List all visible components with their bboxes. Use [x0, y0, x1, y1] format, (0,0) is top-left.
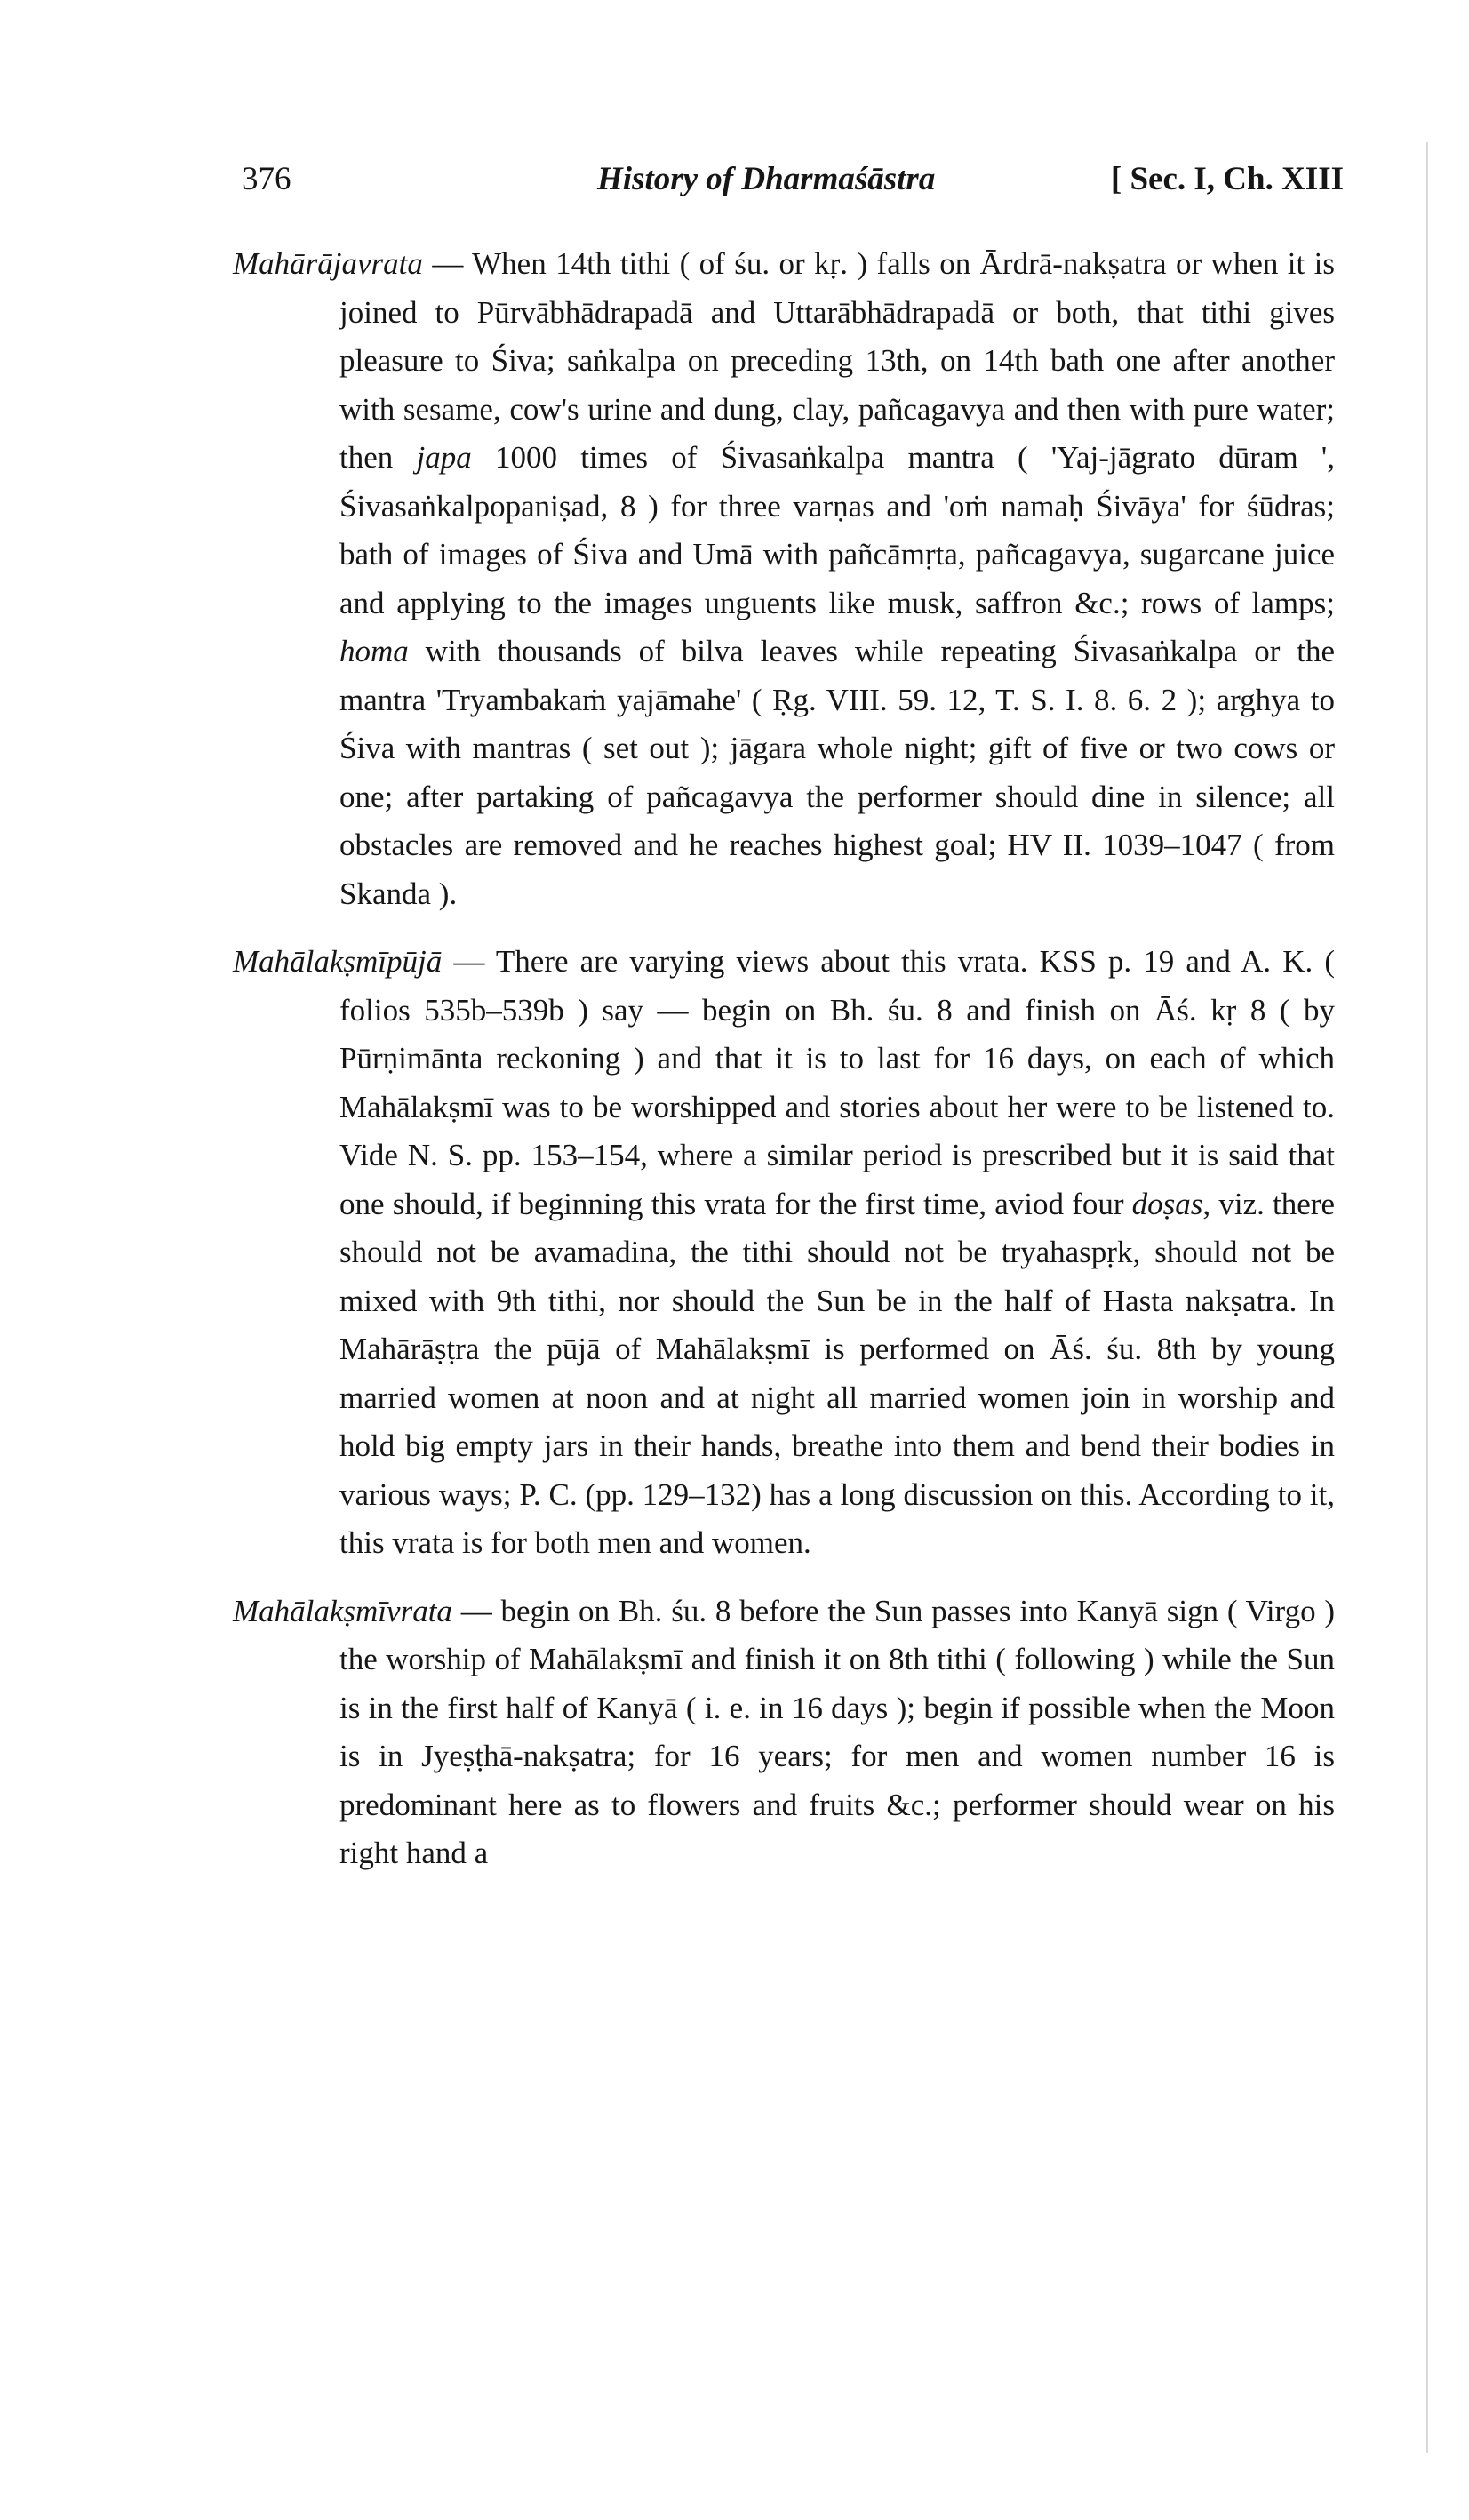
entry-text: , viz. there should not be avamadina, the tithi should not be tryahaspṛk, should not be mixed with 9th tithi, nor should the Sun be in the half of Hasta nakṣatra. In Mahārāṣṭra the pūjā of Mahālakṣmī is performed on Āś. śu. 8th by young married women at noon and at night all married women join in worship and hold big empty jars in their hands, breathe into them and bend their bodies in various ways; P. C. (pp. 129–132) has a long discussion on this. According to it, this vrata is for both men and women. [339, 1186, 1335, 1560]
page-edge-rule [1426, 142, 1428, 2453]
entry-maharajavrata [233, 240, 1335, 918]
entry-text: — When 14th tithi ( of śu. or kṛ. ) falls on Ārdrā-nakṣatra or when it is joined to Pūrvābhādrapadā and Uttarābhādrapadā or both, that tithi gives pleasure to Śiva; saṅkalpa on preceding 13th, on 14th bath one after another with sesame, cow's urine and dung, clay, pañcagavya and then with pure water; then [339, 246, 1336, 475]
entry-text: with thousands of bilva leaves while repeating Śivasaṅkalpa or the mantra 'Tryambakaṁ yajāmahe' ( Ṛg. VIII. 59. 12, T. S. I. 8. 6. 2 ); arghya to Śiva with mantras ( set out ); jāgara whole night; gift of five or two cows or one; after partaking of pañcagavya the performer should dine in silence; all obstacles are removed and he reaches highest goal; HV II. 1039–1047 ( from Skanda ). [339, 634, 1335, 911]
entry-headword: Mahālakṣmīpūjā [233, 944, 443, 979]
section-reference: [ Sec. I, Ch. XIII [1110, 161, 1344, 197]
body-text [233, 240, 1335, 1898]
entry-text: — There are varying views about this vrata. KSS p. 19 and A. K. ( folios 535b–539b ) say — begin on Bh. śu. 8 and finish on Āś. kṛ 8 ( by Pūrṇimānta reckoning ) and that it is to last for 16 days, on each of which Mahālakṣmī was to be worshipped and stories about her were to be listened to. Vide N. S. pp. 153–154, where a similar period is prescribed but it is said that one should, if beginning this vrata for the first time, aviod four [339, 944, 1336, 1221]
entry-headword: Mahālakṣmīvrata [233, 1593, 452, 1628]
entry-term-italic: doṣas [1131, 1186, 1203, 1221]
entry-headword: Mahārājavrata [233, 246, 423, 281]
entry-mahalaksmivrata [233, 1588, 1335, 1878]
entry-term-italic: japa [416, 440, 472, 475]
page-number: 376 [242, 161, 291, 197]
entry-text: — begin on Bh. śu. 8 before the Sun passes into Kanyā sign ( Virgo ) the worship of Mahālakṣmī and finish it on 8th tithi ( following ) while the Sun is in the first half of Kanyā ( i. e. in 16 days ); begin if possible when the Moon is in Jyeṣṭhā-nakṣatra; for 16 years; for men and women number 16 is predominant here as to flowers and fruits &c.; performer should wear on his right hand a [339, 1593, 1336, 1870]
running-title: History of Dharmaśāstra [597, 161, 936, 197]
entry-mahalaksmipuja [233, 938, 1335, 1568]
entry-term-italic: homa [339, 634, 409, 668]
page-header [242, 160, 1344, 204]
entry-text: 1000 times of Śivasaṅkalpa mantra ( 'Yaj-jāgrato dūram ', Śivasaṅkalpopaniṣad, 8 ) for three varṇas and 'oṁ namaḥ Śivāya' for śūdras; bath of images of Śiva and Umā with pañcāmṛta, pañcagavya, sugarcane juice and applying to the images unguents like musk, saffron &c.; rows of lamps; [339, 440, 1335, 620]
